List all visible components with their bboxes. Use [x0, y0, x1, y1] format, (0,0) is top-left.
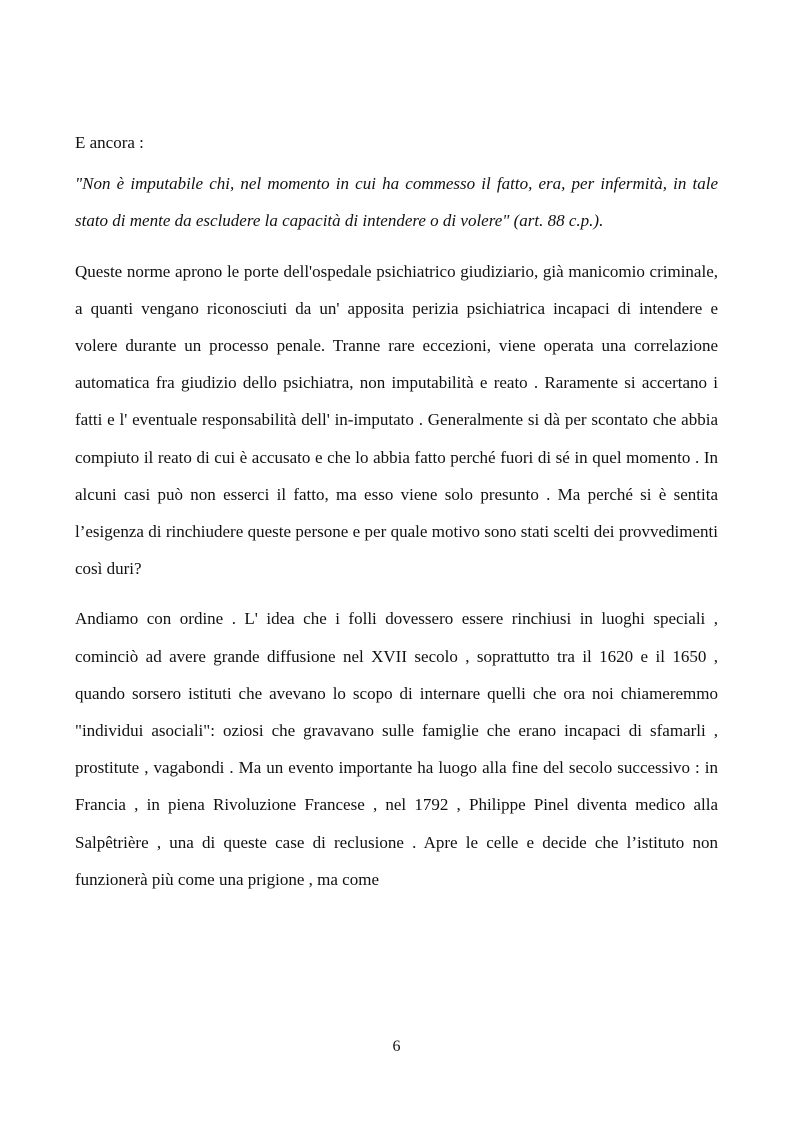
- paragraph-2: Andiamo con ordine . L' idea che i folli dovessero essere rinchiusi in luoghi speciali , cominciò ad avere grande diffusione nel XVII secolo , soprattutto tra il 1620 e il 1650 , quando sorsero istituti che avevano lo scopo di internare quelli che ora noi chiameremmo "individui asociali": oziosi che gravavano sulle famiglie che erano incapaci di sfamarli , prostitute , vagabondi . Ma un evento importante ha luogo alla fine del secolo successivo : in Francia , in piena Rivoluzione Francese , nel 1792 , Philippe Pinel diventa medico alla Salpêtrière , una di queste case di reclusione . Apre le celle e decide che l’istituto non funzionerà più come una prigione , ma come: [75, 609, 718, 889]
- page-number: 6: [392, 1038, 401, 1055]
- paragraph-1: Queste norme aprono le porte dell'ospedale psichiatrico giudiziario, già manicomio criminale, a quanti vengano riconosciuti da un' apposita perizia psichiatrica incapaci di intendere e volere durante un processo penale. Tranne rare eccezioni, viene operata una correlazione automatica fra giudizio dello psichiatra, non imputabilità e reato . Raramente si accertano i fatti e l' eventuale responsabilità dell' in-imputato . Generalmente si dà per scontato che abbia compiuto il reato di cui è accusato e che lo abbia fatto perché fuori di sé in quel momento . In alcuni casi può non esserci il fatto, ma esso viene solo presunto . Ma perché si è sentita l’esigenza di rinchiudere queste persone e per quale motivo sono stati scelti dei provvedimenti così duri?: [75, 261, 718, 579]
- document-page: [75, 124, 718, 911]
- intro-line: E ancora :: [75, 133, 144, 152]
- quoted-article: "Non è imputabile chi, nel momento in cui ha commesso il fatto, era, per infermità, in tale stato di mente da escludere la capacità di intendere o di volere" (art. 88 c.p.).: [75, 174, 718, 231]
